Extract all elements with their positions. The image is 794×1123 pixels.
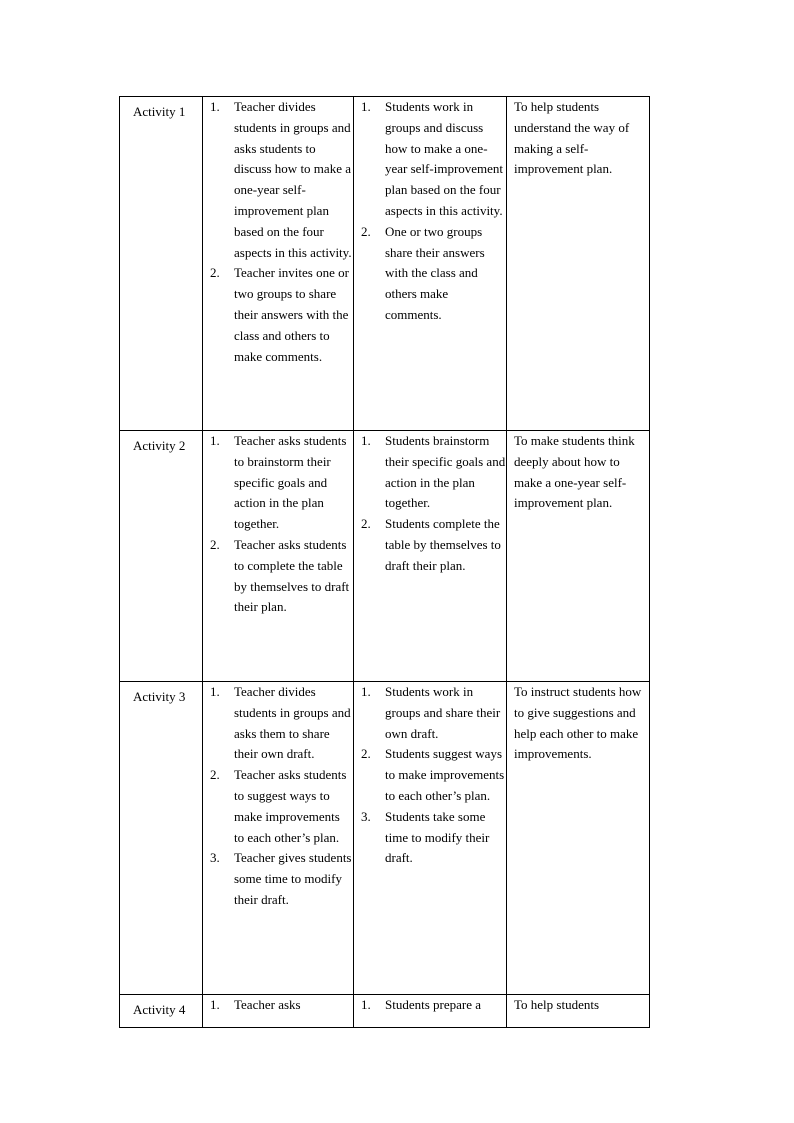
teacher-steps-cell [203, 431, 354, 682]
step-number: 2. [361, 223, 371, 239]
list-item [203, 263, 353, 367]
activity-label: Activity 2 [133, 438, 186, 453]
step-text: Teacher asks students to suggest ways to make improvements to each other’s plan. [234, 767, 347, 845]
teacher-steps [203, 995, 353, 1016]
purpose-text: To instruct students how to give suggestions and help each other to make improvements. [514, 684, 642, 762]
activity-label: Activity 4 [133, 1002, 186, 1017]
student-steps-cell [354, 431, 507, 682]
list-item [354, 514, 506, 576]
step-text: Students work in groups and share their own draft. [385, 684, 501, 741]
student-steps-cell [354, 995, 507, 1028]
step-number: 2. [361, 746, 371, 762]
list-item [354, 995, 506, 1016]
list-item [354, 222, 506, 326]
student-steps-cell [354, 682, 507, 995]
list-item [203, 765, 353, 848]
step-number: 3. [210, 850, 220, 866]
step-number: 2. [210, 536, 220, 552]
activity-row [120, 995, 650, 1028]
step-text: Students brainstorm their specific goals and action in the plan together. [385, 433, 506, 511]
activity-plan-table [119, 96, 650, 1028]
teacher-steps-cell [203, 682, 354, 995]
student-steps [354, 97, 506, 326]
step-text: Teacher asks students to brainstorm their specific goals and action in the plan together. [234, 433, 347, 532]
step-text: Teacher divides students in groups and asks them to share their own draft. [234, 684, 351, 762]
list-item [354, 744, 506, 806]
step-text: Teacher invites one or two groups to share their answers with the class and others to make comments. [234, 265, 349, 364]
student-steps [354, 995, 506, 1016]
step-number: 1. [210, 433, 220, 448]
activity-label: Activity 1 [133, 104, 186, 119]
step-text: One or two groups share their answers with the class and others make comments. [385, 223, 485, 322]
step-number: 2. [210, 767, 220, 783]
purpose-text: To help students [514, 997, 600, 1012]
list-item [354, 807, 506, 869]
step-number: 1. [210, 99, 220, 114]
list-item [354, 97, 506, 222]
activity-label: Activity 3 [133, 689, 186, 704]
step-number: 1. [361, 684, 371, 699]
student-steps [354, 431, 506, 577]
activity-label-cell [120, 682, 203, 995]
list-item [203, 682, 353, 765]
step-text: Students work in groups and discuss how to make a one-year self-improvement plan based on the four aspects in this activity. [385, 99, 504, 218]
activity-row [120, 431, 650, 682]
purpose-cell [507, 682, 650, 995]
purpose-cell [507, 97, 650, 431]
activity-label-cell [120, 431, 203, 682]
step-number: 1. [361, 99, 371, 114]
step-text: Students prepare a [385, 997, 482, 1012]
activity-row [120, 97, 650, 431]
step-text: Teacher asks students to complete the table by themselves to draft their plan. [234, 536, 350, 615]
list-item [203, 995, 353, 1016]
step-number: 1. [210, 997, 220, 1012]
activity-label-cell [120, 995, 203, 1028]
activity-label-cell [120, 97, 203, 431]
step-text: Students suggest ways to make improvements to each other’s plan. [385, 746, 505, 803]
teacher-steps-cell [203, 995, 354, 1028]
purpose-cell [507, 431, 650, 682]
step-text: Teacher asks [234, 997, 301, 1012]
purpose-text: To make students think deeply about how to make a one-year self-improvement plan. [514, 433, 635, 511]
student-steps-cell [354, 97, 507, 431]
list-item [203, 535, 353, 618]
list-item [354, 682, 506, 744]
teacher-steps-cell [203, 97, 354, 431]
student-steps [354, 682, 506, 869]
step-number: 2. [210, 265, 220, 281]
step-number: 1. [361, 433, 371, 448]
teacher-steps [203, 97, 353, 367]
step-number: 1. [210, 684, 220, 699]
step-text: Teacher divides students in groups and asks students to discuss how to make a one-year self-improvement plan based on the four aspects in this activity. [234, 99, 352, 260]
activity-row [120, 682, 650, 995]
step-text: Teacher gives students some time to modify their draft. [234, 850, 352, 907]
list-item [203, 431, 353, 535]
list-item [203, 848, 353, 910]
teacher-steps [203, 682, 353, 911]
step-number: 1. [361, 997, 371, 1012]
list-item [354, 431, 506, 514]
purpose-cell [507, 995, 650, 1028]
list-item [203, 97, 353, 263]
step-text: Students take some time to modify their draft. [385, 808, 490, 866]
step-number: 2. [361, 516, 371, 532]
step-text: Students complete the table by themselves to draft their plan. [385, 516, 501, 573]
teacher-steps [203, 431, 353, 618]
step-number: 3. [361, 808, 371, 824]
purpose-text: To help students understand the way of making a self-improvement plan. [514, 99, 630, 177]
